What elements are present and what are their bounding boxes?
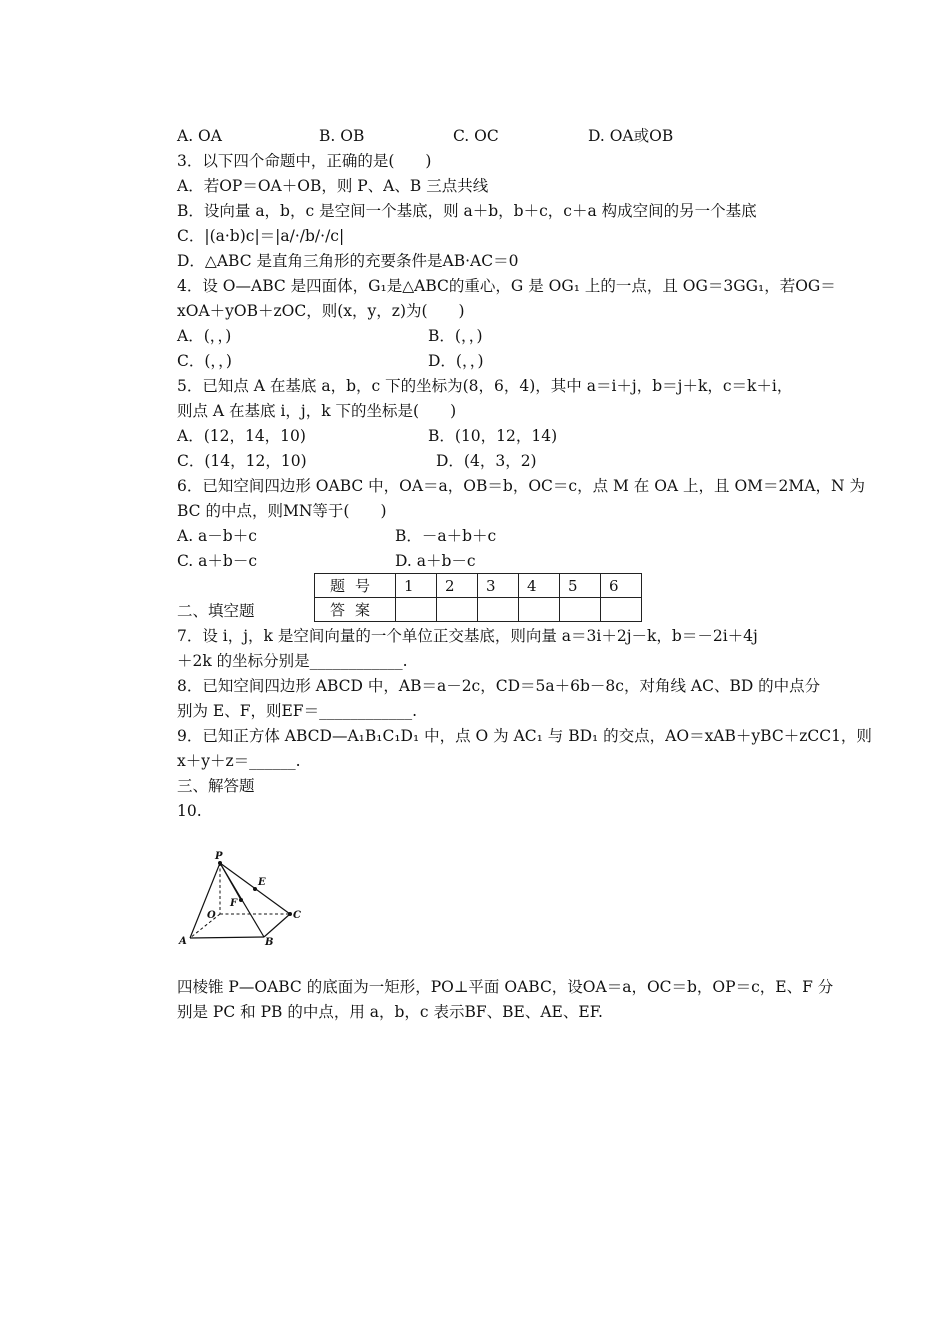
q4-options-cd xyxy=(177,349,817,374)
point-f xyxy=(239,898,243,902)
q7-line1: 7．设 i，j，k 是空间向量的一个单位正交基底，则向量 a＝3i＋2j－k，b＝－2i＋4j xyxy=(177,627,758,645)
answer-table-num-6: 6 xyxy=(601,574,642,598)
q4-option-c: C．(，，) xyxy=(177,352,232,370)
edge-pa xyxy=(190,863,220,938)
q5-option-b: B．(10，12，14) xyxy=(428,427,558,445)
q4-stem-line1: 4．设 O—ABC 是四面体，G₁是△ABC的重心，G 是 OG₁ 上的一点，且 OG＝3GG₁，若OG＝ xyxy=(177,277,836,295)
q2-option-d: D. OA或OB xyxy=(588,127,674,145)
answer-table xyxy=(314,573,642,622)
q8-line2: 别为 E、F，则EF＝____________. xyxy=(177,702,417,720)
answer-table-header-row xyxy=(315,574,642,598)
answer-cell-6[interactable] xyxy=(601,598,642,622)
q3-option-c: C．|(a·b)c|＝|a/·/b/·/c| xyxy=(177,227,345,245)
answer-table-num-1: 1 xyxy=(396,574,437,598)
label-f: F xyxy=(230,898,238,909)
q2-option-c: C. OC xyxy=(453,127,499,145)
answer-cell-4[interactable] xyxy=(519,598,560,622)
edge-ab xyxy=(190,937,264,938)
q2-option-b: B. OB xyxy=(319,127,365,145)
q6-options-cd xyxy=(177,549,817,574)
q6-options-ab xyxy=(177,524,817,549)
answer-table-answer-row xyxy=(315,598,642,622)
label-e: E xyxy=(258,877,266,888)
label-o: O xyxy=(207,910,216,921)
q2-option-a: A. OA xyxy=(177,127,222,145)
q5-stem-line2: 则点 A 在基底 i，j，k 下的坐标是( ) xyxy=(177,402,457,420)
q3-option-b: B．设向量 a，b，c 是空间一个基底，则 a＋b，b＋c，c＋a 构成空间的另一个基底 xyxy=(177,202,757,220)
q3-stem: 3．以下四个命题中，正确的是( ) xyxy=(177,152,432,170)
pyramid-figure xyxy=(177,848,307,948)
q10-number: 10. xyxy=(177,802,202,820)
answer-cell-2[interactable] xyxy=(437,598,478,622)
label-a: A xyxy=(179,936,187,947)
q4-stem-line2: xOA＋yOB＋zOC，则(x，y，z)为( ) xyxy=(177,302,465,320)
q8-line1: 8．已知空间四边形 ABCD 中，AB＝a－2c，CD＝5a＋6b－8c，对角线 AC、BD 的中点分 xyxy=(177,677,821,695)
answer-table-num-2: 2 xyxy=(437,574,478,598)
q5-stem-line1: 5．已知点 A 在基底 a，b，c 下的坐标为(8，6，4)，其中 a＝i＋j，b＝j＋k，c＝k＋i， xyxy=(177,377,793,395)
q4-option-a: A．(，，) xyxy=(177,327,232,345)
q6-option-c: C. a＋b－c xyxy=(177,552,258,570)
point-e xyxy=(253,887,257,891)
label-b: B xyxy=(265,937,274,948)
answer-cell-1[interactable] xyxy=(396,598,437,622)
point-c xyxy=(288,912,292,916)
q6-stem-line1: 6．已知空间四边形 OABC 中，OA＝a，OB＝b，OC＝c，点 M 在 OA 上，且 OM＝2MA，N 为 xyxy=(177,477,865,495)
answer-table-num-3: 3 xyxy=(478,574,519,598)
q10-line2: 别是 PC 和 PB 的中点，用 a，b，c 表示BF、BE、AE、EF. xyxy=(177,1003,603,1021)
worksheet-body xyxy=(177,124,872,824)
q6-stem-line2: BC 的中点，则MN等于( ) xyxy=(177,502,387,520)
q10-line1: 四棱锥 P—OABC 的底面为一矩形，PO⊥平面 OABC，设OA＝a，OC＝b，OP＝c，E、F 分 xyxy=(177,978,834,996)
q3-option-a: A．若OP＝OA＋OB，则 P、A、B 三点共线 xyxy=(177,177,489,195)
section-fill-in-heading: 二、填空题 xyxy=(177,602,255,620)
answer-cell-5[interactable] xyxy=(560,598,601,622)
q4-options-ab xyxy=(177,324,817,349)
edge-bc xyxy=(264,914,290,937)
q4-option-b: B．(，，) xyxy=(428,327,483,345)
section-solve-heading: 三、解答题 xyxy=(177,777,255,795)
q9-line2: x＋y＋z＝______. xyxy=(177,752,301,770)
q4-option-d: D．(，，) xyxy=(428,352,484,370)
label-c: C xyxy=(293,910,301,921)
q9-line1: 9．已知正方体 ABCD—A₁B₁C₁D₁ 中，点 O 为 AC₁ 与 BD₁ 的交点，AO＝xAB＋yBC＋zCC1，则 xyxy=(177,727,872,745)
answer-table-num-5: 5 xyxy=(560,574,601,598)
q6-option-d: D. a＋b－c xyxy=(395,552,476,570)
q10-body xyxy=(177,975,834,1025)
q5-option-d: D．(4，3，2) xyxy=(436,452,537,470)
q5-option-c: C．(14，12，10) xyxy=(177,452,307,470)
answer-table-num-4: 4 xyxy=(519,574,560,598)
label-p: P xyxy=(215,851,223,862)
answer-table-label-answer: 答案 xyxy=(315,598,396,622)
q2-options xyxy=(177,124,817,149)
q5-options-ab xyxy=(177,424,817,449)
q6-option-a: A. a－b＋c xyxy=(177,527,257,545)
q3-option-d: D．△ABC 是直角三角形的充要条件是AB·AC＝0 xyxy=(177,252,519,270)
q5-option-a: A．(12，14，10) xyxy=(177,427,306,445)
q7-line2: ＋2k 的坐标分别是____________. xyxy=(177,652,408,670)
q6-option-b: B．－a＋b＋c xyxy=(395,527,497,545)
segment-pf xyxy=(220,863,241,900)
q5-options-cd xyxy=(177,449,817,474)
answer-cell-3[interactable] xyxy=(478,598,519,622)
answer-table-label-number: 题号 xyxy=(315,574,396,598)
